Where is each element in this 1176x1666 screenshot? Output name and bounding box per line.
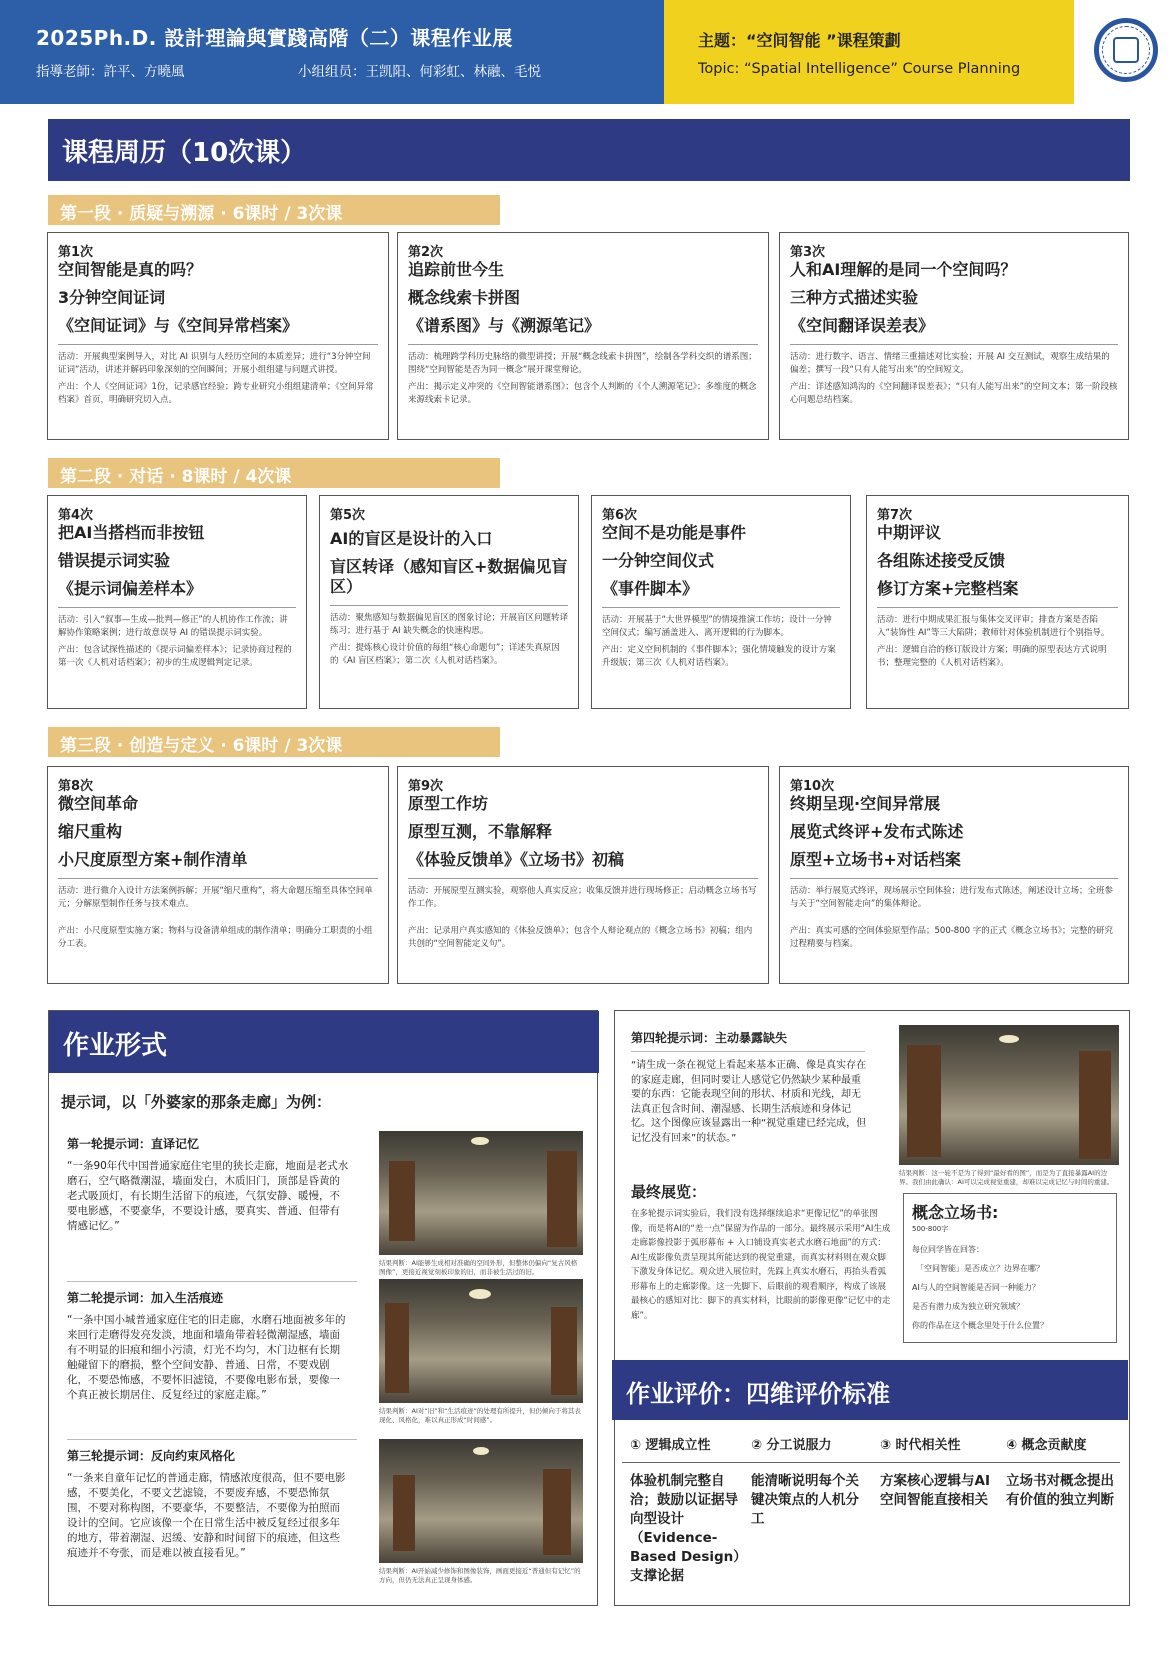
session-number: 第8次	[58, 779, 94, 794]
position-q-3: AI与人的空间智能是否同一种能力？	[912, 1283, 1040, 1292]
criterion-4-head: ④ 概念贡献度	[1006, 1438, 1087, 1453]
header-left	[0, 0, 664, 104]
session-card	[591, 495, 851, 709]
session-card	[47, 766, 389, 984]
session-card	[397, 232, 769, 440]
round2-text: “一条中国小城普通家庭住宅的旧走廊，水磨石地面被多年的来回行走磨得发亮发淡，地面和墙角带着轻微潮湿感，墙面有不明显的旧痕和细小污渍，灯光不均匀，木门边框有长期触碰留下的磨损，整个空间安静、普通、日常，不要戏剧化，不要恐怖感，不要怀旧滤镜，不要像电影布景，要像一个真正被长期居住、反复经过的家庭走廊。”	[67, 1314, 346, 1401]
session-output: 产出：详述感知鸿沟的《空间翻译误差表》；“只有人能写出来”的空间文本；第一阶段核心问题总结档案。	[790, 382, 1118, 405]
session-title: 空间智能是真的吗？	[58, 260, 203, 279]
session-activity: 展览式终评+发布式陈述	[790, 822, 964, 841]
session-activity: 缩尺重构	[58, 822, 123, 841]
session-deliverable: 《空间翻译误差表》	[790, 316, 935, 335]
session-desc: 活动：开展原型互测实验，观察他人真实反应；收集反馈并进行现场修正；启动概念立场书写作工作。	[408, 886, 757, 909]
session-number: 第4次	[58, 508, 94, 523]
session-deliverable: 《空间证词》与《空间异常档案》	[58, 316, 299, 335]
criterion-1-body: 体验机制完整自洽；鼓励以证据导向型设计（Evidence-Based Design）支撑论据	[630, 1473, 741, 1584]
theme-en: Topic: “Spatial Intelligence” Course Planning	[698, 61, 1021, 77]
session-number: 第2次	[408, 245, 444, 260]
session-activity: 原型互测，不靠解释	[408, 822, 553, 841]
session-desc: 活动：举行展览式终评，现场展示空间体验；进行发布式陈述，阐述设计立场；全班参与关于“空间智能走向”的集体辩论。	[790, 886, 1114, 909]
session-card	[866, 495, 1129, 709]
session-title: 追踪前世今生	[408, 260, 505, 279]
session-desc: 活动：开展基于“大世界模型”的情境推演工作坊；设计一分钟空间仪式；编写涵盖进入、离开逻辑的行为脚本。	[602, 615, 832, 638]
session-title: AI的盲区是设计的入口	[330, 529, 493, 548]
session-card	[779, 766, 1129, 984]
group-members: 小组组员：王凯阳、何彩虹、林融、毛悦	[298, 64, 541, 80]
session-title: 人和AI理解的是同一个空间吗？	[790, 260, 1017, 279]
session-deliverable: 《提示词偏差样本》	[58, 579, 203, 598]
criterion-3-head: ③ 时代相关性	[880, 1438, 961, 1453]
header	[0, 0, 1176, 104]
exhibition-title: 2025Ph.D. 設計理論與實踐高階（二）课程作业展	[36, 26, 513, 50]
session-deliverable: 《谱系图》与《溯源笔记》	[408, 316, 601, 335]
session-output: 产出：包含试探性描述的《提示词偏差样本》；记录协商过程的第一次《人机对话档案》；初步的生成逻辑判定记录。	[58, 645, 292, 668]
university-seal-icon	[1094, 18, 1158, 82]
session-activity: 一分钟空间仪式	[602, 551, 715, 570]
session-output: 产出：记录用户真实感知的《体验反馈单》；包含个人辩论观点的《概念立场书》初稿；组内共创的“空间智能定义句”。	[408, 926, 753, 949]
theme-cn: 主题：“空间智能 ”课程策劃	[698, 31, 901, 50]
session-title: 把AI当搭档而非按钮	[58, 523, 205, 542]
stage-1-label: 第一段 · 质疑与溯源 · 6课时 / 3次课	[48, 195, 500, 225]
session-activity: 盲区转译（感知盲区+数据偏见盲区）	[330, 557, 568, 596]
position-q-2: 「空间智能」是否成立？边界在哪？	[916, 1264, 1044, 1273]
session-desc: 活动：引入“叙事—生成—批判—修正”的人机协作工作流；讲解协作策略案例；进行故意误导 AI 的错误提示词实验。	[58, 615, 288, 638]
position-q-4: 是否有潜力成为独立研究领域？	[912, 1302, 1024, 1311]
corridor-photo-3	[379, 1439, 583, 1563]
session-deliverable: 《体验反馈单》《立场书》初稿	[408, 850, 625, 869]
assignment-title-bar	[49, 1011, 599, 1073]
teachers: 指導老師：許平、方曉風	[36, 64, 185, 80]
session-deliverable: 原型+立场书+对话档案	[790, 850, 961, 869]
round4-text: “请生成一条在视觉上看起来基本正确、像是真实存在的家庭走廊，但同时要让人感觉它仍然缺少某种最重要的东西：它能表现空间的形状、材质和光线，却无法真正包含时间、潮湿感、长期生活痕迹和身体记忆。这个图像应该显露出一种“视觉重建已经完成，但记忆没有回来”的状态。”	[631, 1060, 867, 1144]
session-output: 产出：逻辑自洽的修订版设计方案；明确的原型表达方式说明书；整理完整的《人机对话档案》。	[877, 645, 1107, 668]
session-number: 第9次	[408, 779, 444, 794]
session-activity: 各组陈述接受反馈	[877, 551, 1006, 570]
session-number: 第6次	[602, 508, 638, 523]
session-output: 产出：真实可感的空间体验原型作品；500-800 字的正式《概念立场书》；完整的研究过程精要与档案。	[790, 926, 1113, 949]
criterion-4-body: 立场书对概念提出有价值的独立判断	[1006, 1473, 1114, 1508]
session-activity: 三种方式描述实验	[790, 288, 919, 307]
session-output: 产出：揭示定义冲突的《空间智能谱系图》；包含个人判断的《个人溯源笔记》；多维度的概念来源线索卡记录。	[408, 382, 757, 405]
round3-caption: 结果判断：AI开始减少修饰和图像装饰，画面更接近“普通但有记忆”的方向，但仍无法真正呈现身体感。	[379, 1567, 581, 1584]
session-desc: 活动：进行微介入设计方法案例拆解；开展“缩尺重构”，将大命题压缩至具体空间单元；分解原型制作任务与技术难点。	[58, 886, 373, 909]
session-desc: 活动：进行中期成果汇报与集体交叉评审；排查方案是否陷入“装饰性 AI”等三大陷阱；教师针对体验机制进行个别指导。	[877, 615, 1110, 638]
session-deliverable: 修订方案+完整档案	[877, 579, 1019, 598]
criterion-2-head: ② 分工说服力	[751, 1438, 832, 1453]
position-paper-box	[903, 1193, 1117, 1343]
round4-title: 第四轮提示词：主动暴露缺失	[631, 1031, 788, 1045]
round2-caption: 结果判断：AI对“旧”和“生活痕迹”的处理有所提升，但仍倾向于将其表现化、风格化，难以真正形成“时间感”。	[379, 1407, 581, 1424]
session-desc: 活动：梳理跨学科历史脉络的微型讲授；开展“概念线索卡拼图”，绘制各学科交织的谱系图；围绕“空间智能是否为同一概念”展开课堂辩论。	[408, 352, 757, 375]
position-q-1: 每位同学皆在回答：	[912, 1245, 984, 1254]
assignment-title: 作业形式	[63, 1031, 168, 1061]
round3-title: 第三轮提示词：反向约束风格化	[67, 1449, 236, 1463]
session-activity: 错误提示词实验	[58, 551, 171, 570]
position-paper-title: 概念立场书:	[912, 1203, 999, 1222]
round1-caption: 结果判断：AI能够生成相对准确的空间外形，但整体仍偏向“复古风格图像”，更接近视觉刻板印象的旧，而非被生活过的旧。	[379, 1259, 578, 1276]
session-card	[47, 232, 389, 440]
final-exhibition-text: 在多轮提示词实验后，我们没有选择继续追求“更像记忆”的单张图像，而是将AI的“差一点”保留为作品的一部分。最终展示采用“AI生成走廊影像投影于弧形幕布 + 入口铺设真实老式水磨石地面”的方式：AI生成影像负责呈现其所能达到的视觉重建，而真实材料则在观众脚下激发身体记忆。观众进入展位时，先踩上真实水磨石，再抬头看弧形幕布上的走廊影像。这一先脚下、后眼前的观看顺序，构成了该展最核心的感知对比：脚下的真实材料，比眼前的影像更像“记忆中的走廊”。	[631, 1209, 891, 1321]
criterion-3-body: 方案核心逻辑与AI空间智能直接相关	[880, 1473, 990, 1508]
session-desc: 活动：进行数字、语言、情绪三重描述对比实验；开展 AI 交互测试，观察生成结果的偏差；撰写一段“只有人能写出来”的空间短文。	[790, 352, 1110, 375]
evaluation-criteria	[620, 1428, 1122, 1598]
round3-text: “一条来自童年记忆的普通走廊，情感浓度很高，但不要电影感，不要美化，不要文艺滤镜，不要废弃感，不要恐怖氛围，不要对称构图，不要豪华，不要整洁，不要像为拍照而设计的空间。它应该像一个在日常生活中被反复经过很多年的地方，带着潮湿、迟缓、安静和时间留下的痕迹，但这些痕迹并不夸张，而是难以被直接看见。”	[67, 1472, 346, 1559]
evaluation-title: 作业评价：四维评价标准	[626, 1380, 890, 1408]
round2-title: 第二轮提示词：加入生活痕迹	[67, 1291, 224, 1305]
session-number: 第1次	[58, 245, 94, 260]
session-number: 第10次	[790, 779, 835, 794]
session-card	[47, 495, 307, 709]
session-card	[779, 232, 1129, 440]
session-output: 产出：个人《空间证词》1份，记录感官经验；跨专业研究小组组建清单；《空间异常档案》首页，明确研究切入点。	[58, 382, 374, 405]
assignment-panel	[48, 1010, 598, 1606]
session-deliverable: 小尺度原型方案+制作清单	[58, 850, 248, 869]
criterion-2-body: 能清晰说明每个关键决策点的人机分工	[751, 1473, 859, 1527]
session-number: 第3次	[790, 245, 826, 260]
round4-caption: 结果判断：这一轮不是为了得到“最好看的图”，而是为了直接暴露AI的边界。我们由此确认：AI可以完成视觉重建，却难以完成记忆与时间的重建。	[899, 1169, 1114, 1186]
session-title: 终期呈现·空间异常展	[790, 794, 941, 813]
session-desc: 活动：聚焦感知与数据偏见盲区的图象讨论；开展盲区问题转译练习；进行基于 AI 缺失概念的快速构思。	[330, 613, 569, 636]
header-theme	[664, 0, 1074, 104]
session-card	[319, 495, 579, 709]
calendar-title-bar	[48, 119, 1130, 181]
session-desc: 活动：开展典型案例导入，对比 AI 识别与人经历空间的本质差异；进行“3分钟空间证词”活动，讲述并解码印象深刻的空间瞬间；开展小组组建与问题式讲授。	[58, 352, 371, 375]
session-deliverable: 《事件脚本》	[602, 579, 699, 598]
position-q-5: 你的作品在这个概念里处于什么位置？	[912, 1321, 1048, 1330]
corridor-photo-1	[379, 1131, 583, 1255]
session-card	[397, 766, 769, 984]
session-output: 产出：定义空间机制的《事件脚本》；强化情境触发的设计方案升级版；第三次《人机对话档案》。	[602, 645, 836, 668]
calendar-title: 课程周历（10次课）	[62, 138, 307, 168]
assignment-intro: 提示词，以「外婆家的那条走廊」为例：	[61, 1093, 332, 1111]
session-title: 中期评议	[877, 523, 942, 542]
criterion-1-head: ① 逻辑成立性	[630, 1438, 711, 1453]
evaluation-title-bar	[612, 1360, 1128, 1420]
session-activity: 概念线索卡拼图	[408, 288, 521, 307]
round1-text: “一条90年代中国普通家庭住宅里的狭长走廊，地面是老式水磨石，空气略微潮湿，墙面发白，木质旧门，顶部是昏黄的老式吸顶灯，有长期生活留下的痕迹，气氛安静、暖慢，不要电影感，不要豪华，不要设计感，要真实、普通、但带有情感记忆。”	[67, 1160, 349, 1232]
session-number: 第5次	[330, 508, 366, 523]
session-title: 原型工作坊	[408, 794, 489, 813]
session-title: 空间不是功能是事件	[602, 523, 747, 542]
session-number: 第7次	[877, 508, 913, 523]
header-logo	[1074, 0, 1176, 104]
session-title: 微空间革命	[58, 794, 139, 813]
session-output: 产出：小尺度原型实施方案；物料与设备清单组成的制作清单；明确分工职责的小组分工表。	[58, 926, 373, 949]
position-paper-length: 500-800字	[912, 1225, 949, 1233]
corridor-photo-4	[899, 1025, 1119, 1165]
final-exhibition-title: 最终展览：	[631, 1183, 707, 1201]
stage-3-label: 第三段 · 创造与定义 · 6课时 / 3次课	[48, 727, 500, 757]
corridor-photo-2	[379, 1279, 583, 1403]
session-output: 产出：提炼核心设计价值的每组“核心命题句”；详述失真原因的《AI 盲区档案》；第二次《人机对话档案》。	[330, 643, 560, 666]
session-activity: 3分钟空间证词	[58, 288, 166, 307]
round1-title: 第一轮提示词：直译记忆	[67, 1137, 200, 1151]
stage-2-label: 第二段 · 对话 · 8课时 / 4次课	[48, 458, 500, 488]
